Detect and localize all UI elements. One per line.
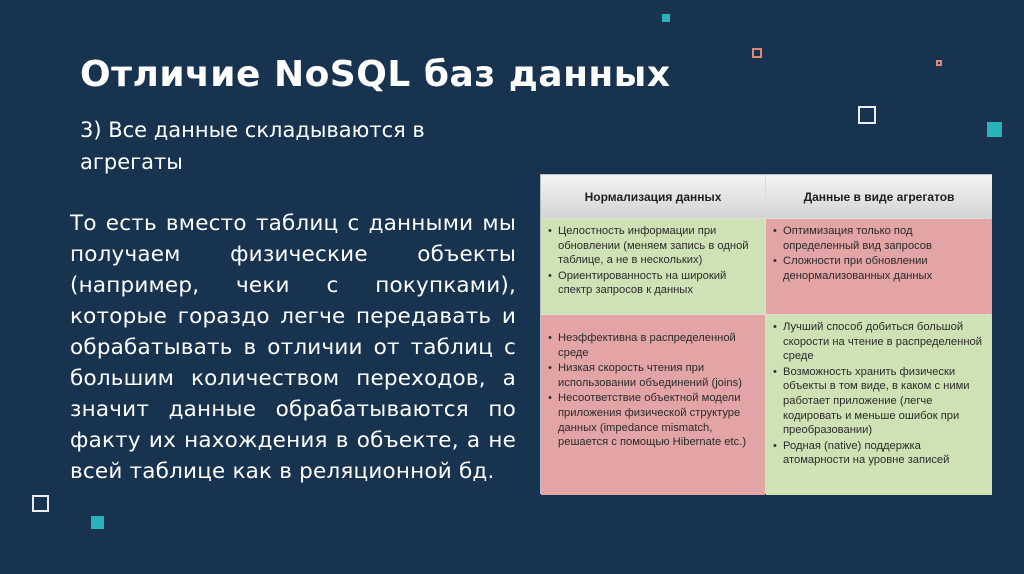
- list-item: • Целостность информации при обновлении (меняем запись в одной таблице, а не в нескольких): [558, 224, 759, 268]
- comparison-header-normalization: Нормализация данных: [541, 175, 765, 218]
- teal-square-icon: [987, 122, 1002, 137]
- list-item: • Ориентированность на широкий спектр запросов к данных: [558, 269, 759, 298]
- teal-square-icon: [91, 516, 104, 529]
- list-item: • Сложности при обновлении денормализованных данных: [783, 254, 986, 283]
- list-item: • Лучший способ добиться большой скорости на чтение в распределенной среде: [783, 320, 986, 364]
- list-item: • Возможность хранить физически объекты в том виде, в каком с ними работает приложение (легче кодировать и меньше ошибок при преобразовании): [783, 365, 986, 438]
- comparison-cell: [541, 219, 765, 314]
- comparison-cell: [766, 315, 992, 495]
- slide-subtitle: 3) Все данные складываются в агрегаты: [80, 118, 425, 174]
- list-item: • Несоответствие объектной модели приложения физической структуре данных (impedance mismatch, решается с помощью Hibernate etc.): [558, 391, 759, 449]
- small-outline-square-icon: [752, 48, 762, 58]
- list-item: • Оптимизация только под определенный вид запросов: [783, 224, 986, 253]
- comparison-header-aggregates: Данные в виде агрегатов: [766, 175, 992, 218]
- teal-square-icon: [662, 14, 670, 22]
- comparison-cell: [766, 219, 992, 314]
- small-outline-square-icon: [936, 60, 942, 66]
- list-item: • Родная (native) поддержка атомарности на уровне записей: [783, 439, 986, 468]
- outline-square-icon: [32, 495, 49, 512]
- comparison-table: [540, 174, 992, 494]
- slide-title: Отличие NoSQL баз данных: [80, 54, 671, 95]
- comparison-cell: [541, 315, 765, 495]
- outline-square-icon: [858, 106, 876, 124]
- list-item: • Низкая скорость чтения при использовании объединений (joins): [558, 361, 759, 390]
- list-item: • Неэффективна в распределенной среде: [558, 331, 759, 360]
- slide-body-text: То есть вместо таблиц с данными мы получаем физические объекты (например, чеки с покупками), которые гораздо легче передавать и обрабатывать в отличии от таблиц с большим количеством переходов, а значит данные обрабатываются по факту их нахождения в объекте, а не всей таблице как в реляционной бд.: [70, 211, 516, 484]
